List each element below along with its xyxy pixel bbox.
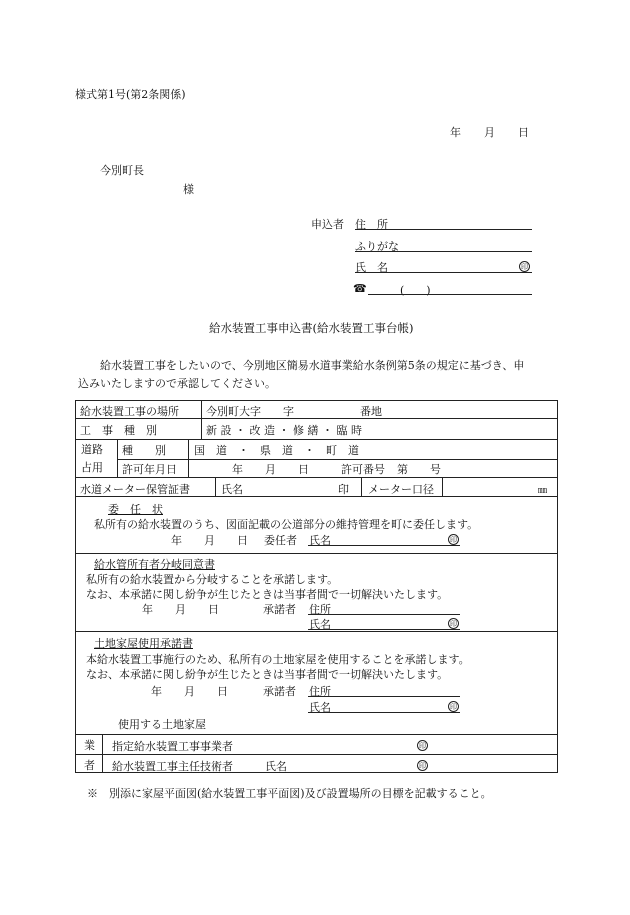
road-kind-label: 種 別: [122, 444, 166, 457]
meter-seal-label: 印: [338, 483, 349, 496]
applicant-address-field[interactable]: [355, 229, 532, 230]
permit-date-value[interactable]: 年 月 日: [232, 463, 309, 476]
document-title: 給水装置工事申込書(給水装置工事台帳): [209, 321, 414, 335]
delegation-seal-icon: 印: [450, 536, 457, 544]
delegation-date: 年 月 日: [171, 534, 248, 547]
applicant-phone-field[interactable]: [368, 294, 532, 295]
designated-contractor-label: 指定給水装置工事事業者: [112, 740, 233, 753]
branch-seal-icon: 印: [450, 620, 457, 628]
applicant-phone-paren: ( ): [400, 284, 431, 297]
applicant-name-label: 氏 名: [355, 261, 388, 274]
branch-title: 給水管所有者分岐同意書: [94, 558, 215, 571]
branch-text-2: なお、本承諾に関し紛争が生じたときは当事者間で一切解決いたします。: [86, 588, 449, 601]
delegation-name-label: 氏名: [309, 534, 331, 547]
meter-name-label: 氏名: [221, 483, 243, 496]
footnote: ※ 別添に家屋平面図(給水装置工事平面図)及び設置場所の目標を記載すること。: [87, 787, 492, 800]
work-kind-label: 工 事 種 別: [80, 424, 157, 437]
land-date: 年 月 日: [151, 685, 228, 698]
form-number: 様式第1号(第2条関係): [75, 88, 186, 101]
contractor-label-1: 業: [84, 739, 95, 752]
branch-date: 年 月 日: [142, 603, 219, 616]
applicant-address-label: 住 所: [355, 218, 388, 231]
branch-name-field[interactable]: [308, 629, 460, 630]
chief-engineer-name-label: 氏名: [265, 760, 287, 773]
land-address-field[interactable]: [308, 696, 460, 697]
land-used-label: 使用する土地家屋: [118, 718, 206, 731]
date-year: 年: [450, 126, 461, 139]
delegation-title: 委 任 状: [108, 503, 163, 516]
land-text-1: 本給水装置工事施行のため、私所有の土地家屋を使用することを承諾します。: [86, 653, 470, 666]
applicant-seal-icon: 印: [521, 263, 528, 271]
branch-address-field[interactable]: [308, 614, 460, 615]
meter-certificate-label: 水道メーター保管証書: [80, 483, 190, 496]
applicant-name-field[interactable]: [355, 272, 532, 273]
intro-line-2: 込みいたしますので承認してください。: [78, 377, 276, 390]
land-title: 土地家屋使用承諾書: [94, 637, 193, 650]
work-kind-value[interactable]: 新 設 ・ 改 造 ・ 修 繕 ・ 臨 時: [206, 424, 362, 437]
land-role: 承諾者: [263, 685, 296, 698]
land-text-2: なお、本承諾に関し紛争が生じたときは当事者間で一切解決いたします。: [86, 668, 449, 681]
contractor-label-2: 者: [84, 759, 95, 772]
date-day: 日: [518, 126, 529, 139]
branch-text-1: 私所有の給水装置から分岐することを承諾します。: [86, 573, 339, 586]
road-kind-value[interactable]: 国 道 ・ 県 道 ・ 町 道: [194, 444, 359, 457]
intro-line-1: 給水装置工事をしたいので、今別地区簡易水道事業給水条例第5条の規定に基づき、申: [100, 359, 525, 372]
applicant-label: 申込者: [311, 218, 344, 231]
permit-number-value[interactable]: 第 号: [397, 463, 441, 476]
addressee-mayor: 今別町長: [100, 164, 144, 177]
land-seal-icon: 印: [450, 703, 457, 711]
addressee-honorific: 様: [183, 183, 194, 196]
applicant-furigana-label: ふりがな: [355, 240, 399, 253]
road-label-2: 占用: [81, 461, 103, 474]
chief-engineer-seal-icon: 印: [419, 762, 426, 770]
land-name-label: 氏名: [309, 701, 331, 714]
branch-role: 承諾者: [263, 603, 296, 616]
designated-contractor-seal-icon: 印: [419, 742, 426, 750]
branch-name-label: 氏名: [309, 618, 331, 631]
location-label: 給水装置工事の場所: [80, 405, 179, 418]
meter-unit: ㎜: [538, 486, 548, 496]
meter-bore-label: メーター口径: [368, 483, 434, 496]
road-label-1: 道路: [81, 443, 103, 456]
delegation-role: 委任者: [264, 534, 297, 547]
date-month: 月: [484, 126, 495, 139]
branch-address-label: 住所: [309, 603, 331, 616]
land-address-label: 住所: [309, 685, 331, 698]
applicant-furigana-field[interactable]: [355, 251, 532, 252]
application-table: [75, 400, 558, 773]
delegation-text: 私所有の給水装置のうち、図面記載の公道部分の維持管理を町に委任します。: [94, 518, 479, 531]
permit-number-label: 許可番号: [341, 463, 385, 476]
chief-engineer-label: 給水装置工事主任技術者: [112, 760, 233, 773]
delegation-name-field[interactable]: [308, 545, 460, 546]
location-value[interactable]: 今別町大字 字 番地: [206, 405, 382, 418]
permit-date-label: 許可年月日: [122, 463, 177, 476]
land-name-field[interactable]: [308, 712, 460, 713]
telephone-icon: ☎: [353, 282, 367, 295]
